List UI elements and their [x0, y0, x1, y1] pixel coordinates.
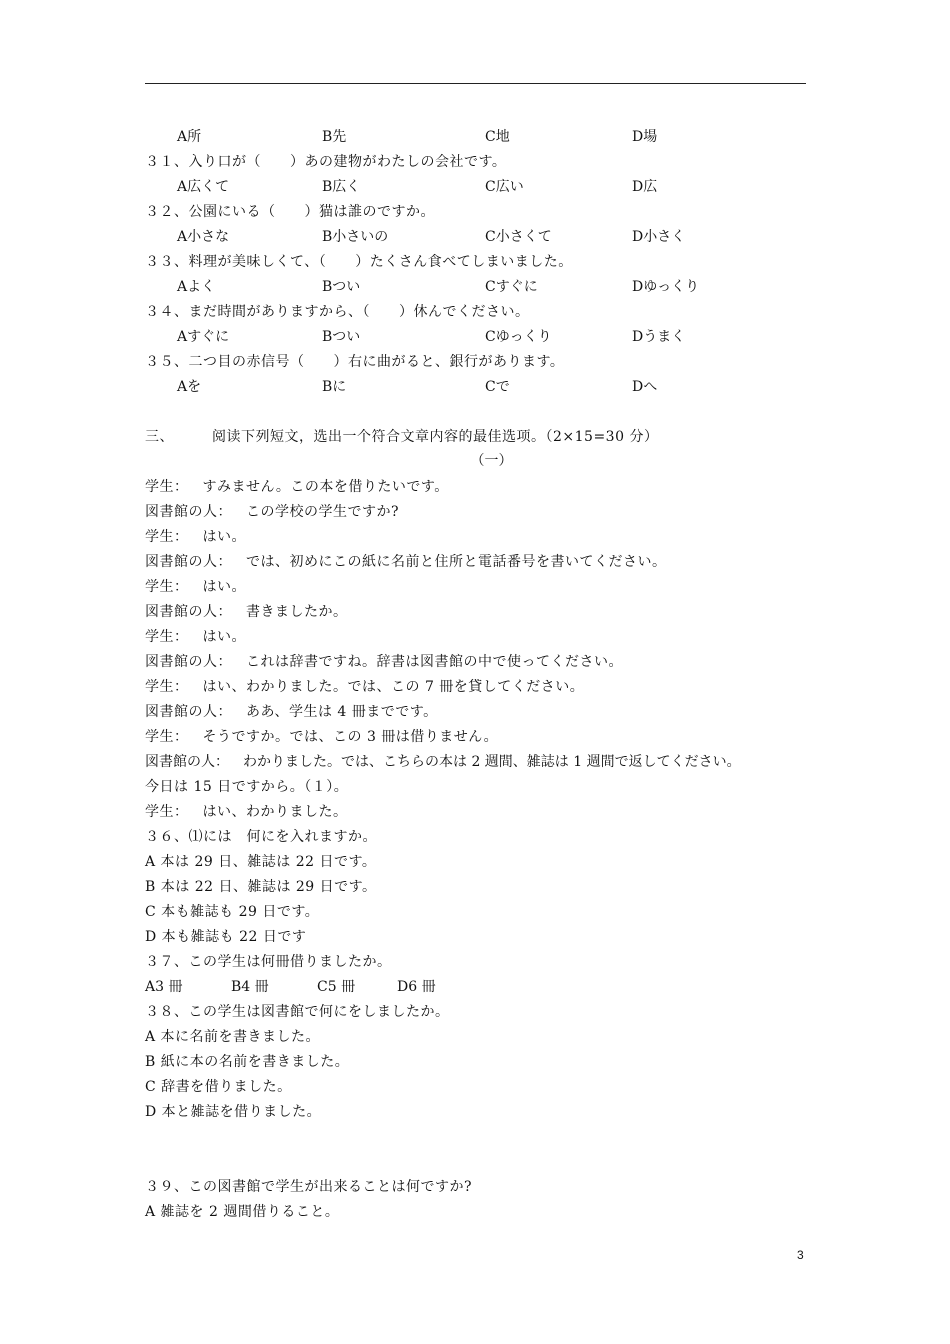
- q37-stem: ３７、この学生は何冊借りましたか。: [145, 954, 392, 970]
- dialogue-line: [145, 728, 498, 746]
- dialogue-line: [145, 778, 348, 796]
- q33-option-d[interactable]: Dゆっくり: [632, 279, 700, 295]
- dialogue-speaker: 学生：: [145, 679, 189, 695]
- dialogue-speaker: 学生：: [145, 804, 189, 820]
- q37-option-b[interactable]: B4 冊: [231, 979, 269, 995]
- q38-option-b[interactable]: B 紙に本の名前を書きました。: [145, 1054, 350, 1070]
- q32-stem: ３２、公園にいる（ ）猫は誰のですか。: [145, 204, 435, 220]
- dialogue-line: [145, 603, 348, 621]
- dialogue-text: はい。: [202, 529, 246, 545]
- q31-stem: ３１、入り口が（ ）あの建物がわたしの会社です。: [145, 154, 507, 170]
- dialogue-line: [145, 803, 348, 821]
- q36-option-c[interactable]: C 本も雑誌も 29 日です。: [145, 904, 320, 920]
- q33-option-b[interactable]: Bつい: [322, 279, 361, 295]
- q32-option-b[interactable]: B小さいの: [322, 229, 389, 245]
- passage-1-label: （一）: [470, 453, 513, 469]
- dialogue-text: わかりました。では、こちらの本は 2 週間、雑誌は 1 週間で返してください。: [243, 754, 741, 770]
- dialogue-line: [145, 553, 667, 571]
- q38-option-a[interactable]: A 本に名前を書きました。: [145, 1029, 321, 1045]
- q30-option-d[interactable]: D場: [632, 129, 658, 145]
- q35-option-d[interactable]: Dへ: [632, 379, 658, 395]
- q31-option-b[interactable]: B広く: [322, 179, 361, 195]
- dialogue-speaker: 学生：: [145, 479, 189, 495]
- dialogue-text: 書きましたか。: [246, 604, 348, 620]
- q31-option-c[interactable]: C広い: [485, 179, 524, 195]
- section-3-heading: [145, 428, 658, 446]
- q32-option-a[interactable]: A小さな: [177, 229, 230, 245]
- dialogue-speaker: 学生：: [145, 729, 189, 745]
- q37-option-a[interactable]: A3 冊: [145, 979, 183, 995]
- dialogue-speaker: 図書館の人：: [145, 654, 232, 670]
- dialogue-speaker: 学生：: [145, 529, 189, 545]
- q36-option-d[interactable]: D 本も雑誌も 22 日です: [145, 929, 307, 945]
- q39-stem: ３９、この図書館で学生が出来ることは何ですか?: [145, 1179, 473, 1195]
- q38-option-d[interactable]: D 本と雑誌を借りました。: [145, 1104, 322, 1120]
- dialogue-line: [145, 753, 741, 771]
- dialogue-line: [145, 703, 438, 721]
- q35-stem: ３５、二つ目の赤信号（ ）右に曲がると、銀行があります。: [145, 354, 565, 370]
- q32-option-c[interactable]: C小さくて: [485, 229, 552, 245]
- dialogue-text: はい。: [202, 629, 246, 645]
- q35-option-a[interactable]: Aを: [177, 379, 202, 395]
- dialogue-line: [145, 578, 246, 596]
- q35-option-c[interactable]: Cで: [485, 379, 510, 395]
- q33-stem: ３３、料理が美味しくて、（ ）たくさん食べてしまいました。: [145, 254, 573, 270]
- q31-option-d[interactable]: D広: [632, 179, 658, 195]
- q34-option-d[interactable]: Dうまく: [632, 329, 686, 345]
- dialogue-line: [145, 678, 584, 696]
- dialogue-line: [145, 528, 246, 546]
- dialogue-speaker: 学生：: [145, 629, 189, 645]
- dialogue-line: [145, 653, 623, 671]
- dialogue-speaker: 図書館の人：: [145, 704, 232, 720]
- dialogue-text: はい。: [202, 579, 246, 595]
- q30-option-c[interactable]: C地: [485, 129, 510, 145]
- q39-option-a[interactable]: A 雑誌を 2 週間借りること。: [145, 1204, 340, 1220]
- dialogue-speaker: 学生：: [145, 579, 189, 595]
- dialogue-text: すみません。この本を借りたいです。: [202, 479, 449, 495]
- dialogue-speaker: 図書館の人：: [145, 754, 229, 770]
- q33-option-a[interactable]: Aよく: [177, 279, 216, 295]
- section-3-instruction: 阅读下列短文，选出一个符合文章内容的最佳选项。（2×15=30 分）: [212, 429, 659, 445]
- q36-stem: ３６、⑴には 何にを入れますか。: [145, 829, 377, 845]
- dialogue-text: はい、わかりました。では、この 7 冊を貸してください。: [202, 679, 585, 695]
- q30-option-a[interactable]: A所: [177, 129, 202, 145]
- dialogue-text: この学校の学生ですか?: [246, 504, 400, 520]
- dialogue-text: これは辞書ですね。辞書は図書館の中で使ってください。: [246, 654, 623, 670]
- page-number: 3: [797, 1248, 804, 1262]
- q34-stem: ３４、まだ時間がありますから、（ ）休んでください。: [145, 304, 530, 320]
- q36-option-a[interactable]: A 本は 29 日、雑誌は 22 日です。: [145, 854, 377, 870]
- dialogue-speaker: 図書館の人：: [145, 554, 232, 570]
- dialogue-text: そうですか。では、この 3 冊は借りません。: [202, 729, 499, 745]
- dialogue-text: はい、わかりました。: [202, 804, 348, 820]
- q37-option-c[interactable]: C5 冊: [317, 979, 356, 995]
- q32-option-d[interactable]: D小さく: [632, 229, 686, 245]
- dialogue-text: では、初めにこの紙に名前と住所と電話番号を書いてください。: [246, 554, 667, 570]
- q35-option-b[interactable]: Bに: [322, 379, 347, 395]
- q30-option-b[interactable]: B先: [322, 129, 347, 145]
- section-3-number: 三、: [145, 429, 174, 445]
- dialogue-text: ああ、学生は 4 冊までです。: [246, 704, 438, 720]
- dialogue-line: [145, 503, 399, 521]
- q31-option-a[interactable]: A広くて: [177, 179, 230, 195]
- dialogue-speaker: 図書館の人：: [145, 604, 232, 620]
- dialogue-line: [145, 628, 246, 646]
- dialogue-text: 今日は 15 日ですから。（１）。: [145, 779, 349, 795]
- q38-stem: ３８、この学生は図書館で何にをしましたか。: [145, 1004, 450, 1020]
- q34-option-a[interactable]: Aすぐに: [177, 329, 230, 345]
- q36-option-b[interactable]: B 本は 22 日、雑誌は 29 日です。: [145, 879, 377, 895]
- q34-option-b[interactable]: Bつい: [322, 329, 361, 345]
- q34-option-c[interactable]: Cゆっくり: [485, 329, 552, 345]
- header-rule: [145, 83, 806, 84]
- q37-option-d[interactable]: D6 冊: [397, 979, 436, 995]
- q33-option-c[interactable]: Cすぐに: [485, 279, 538, 295]
- dialogue-speaker: 図書館の人：: [145, 504, 232, 520]
- dialogue-line: [145, 478, 449, 496]
- q38-option-c[interactable]: C 辞書を借りました。: [145, 1079, 292, 1095]
